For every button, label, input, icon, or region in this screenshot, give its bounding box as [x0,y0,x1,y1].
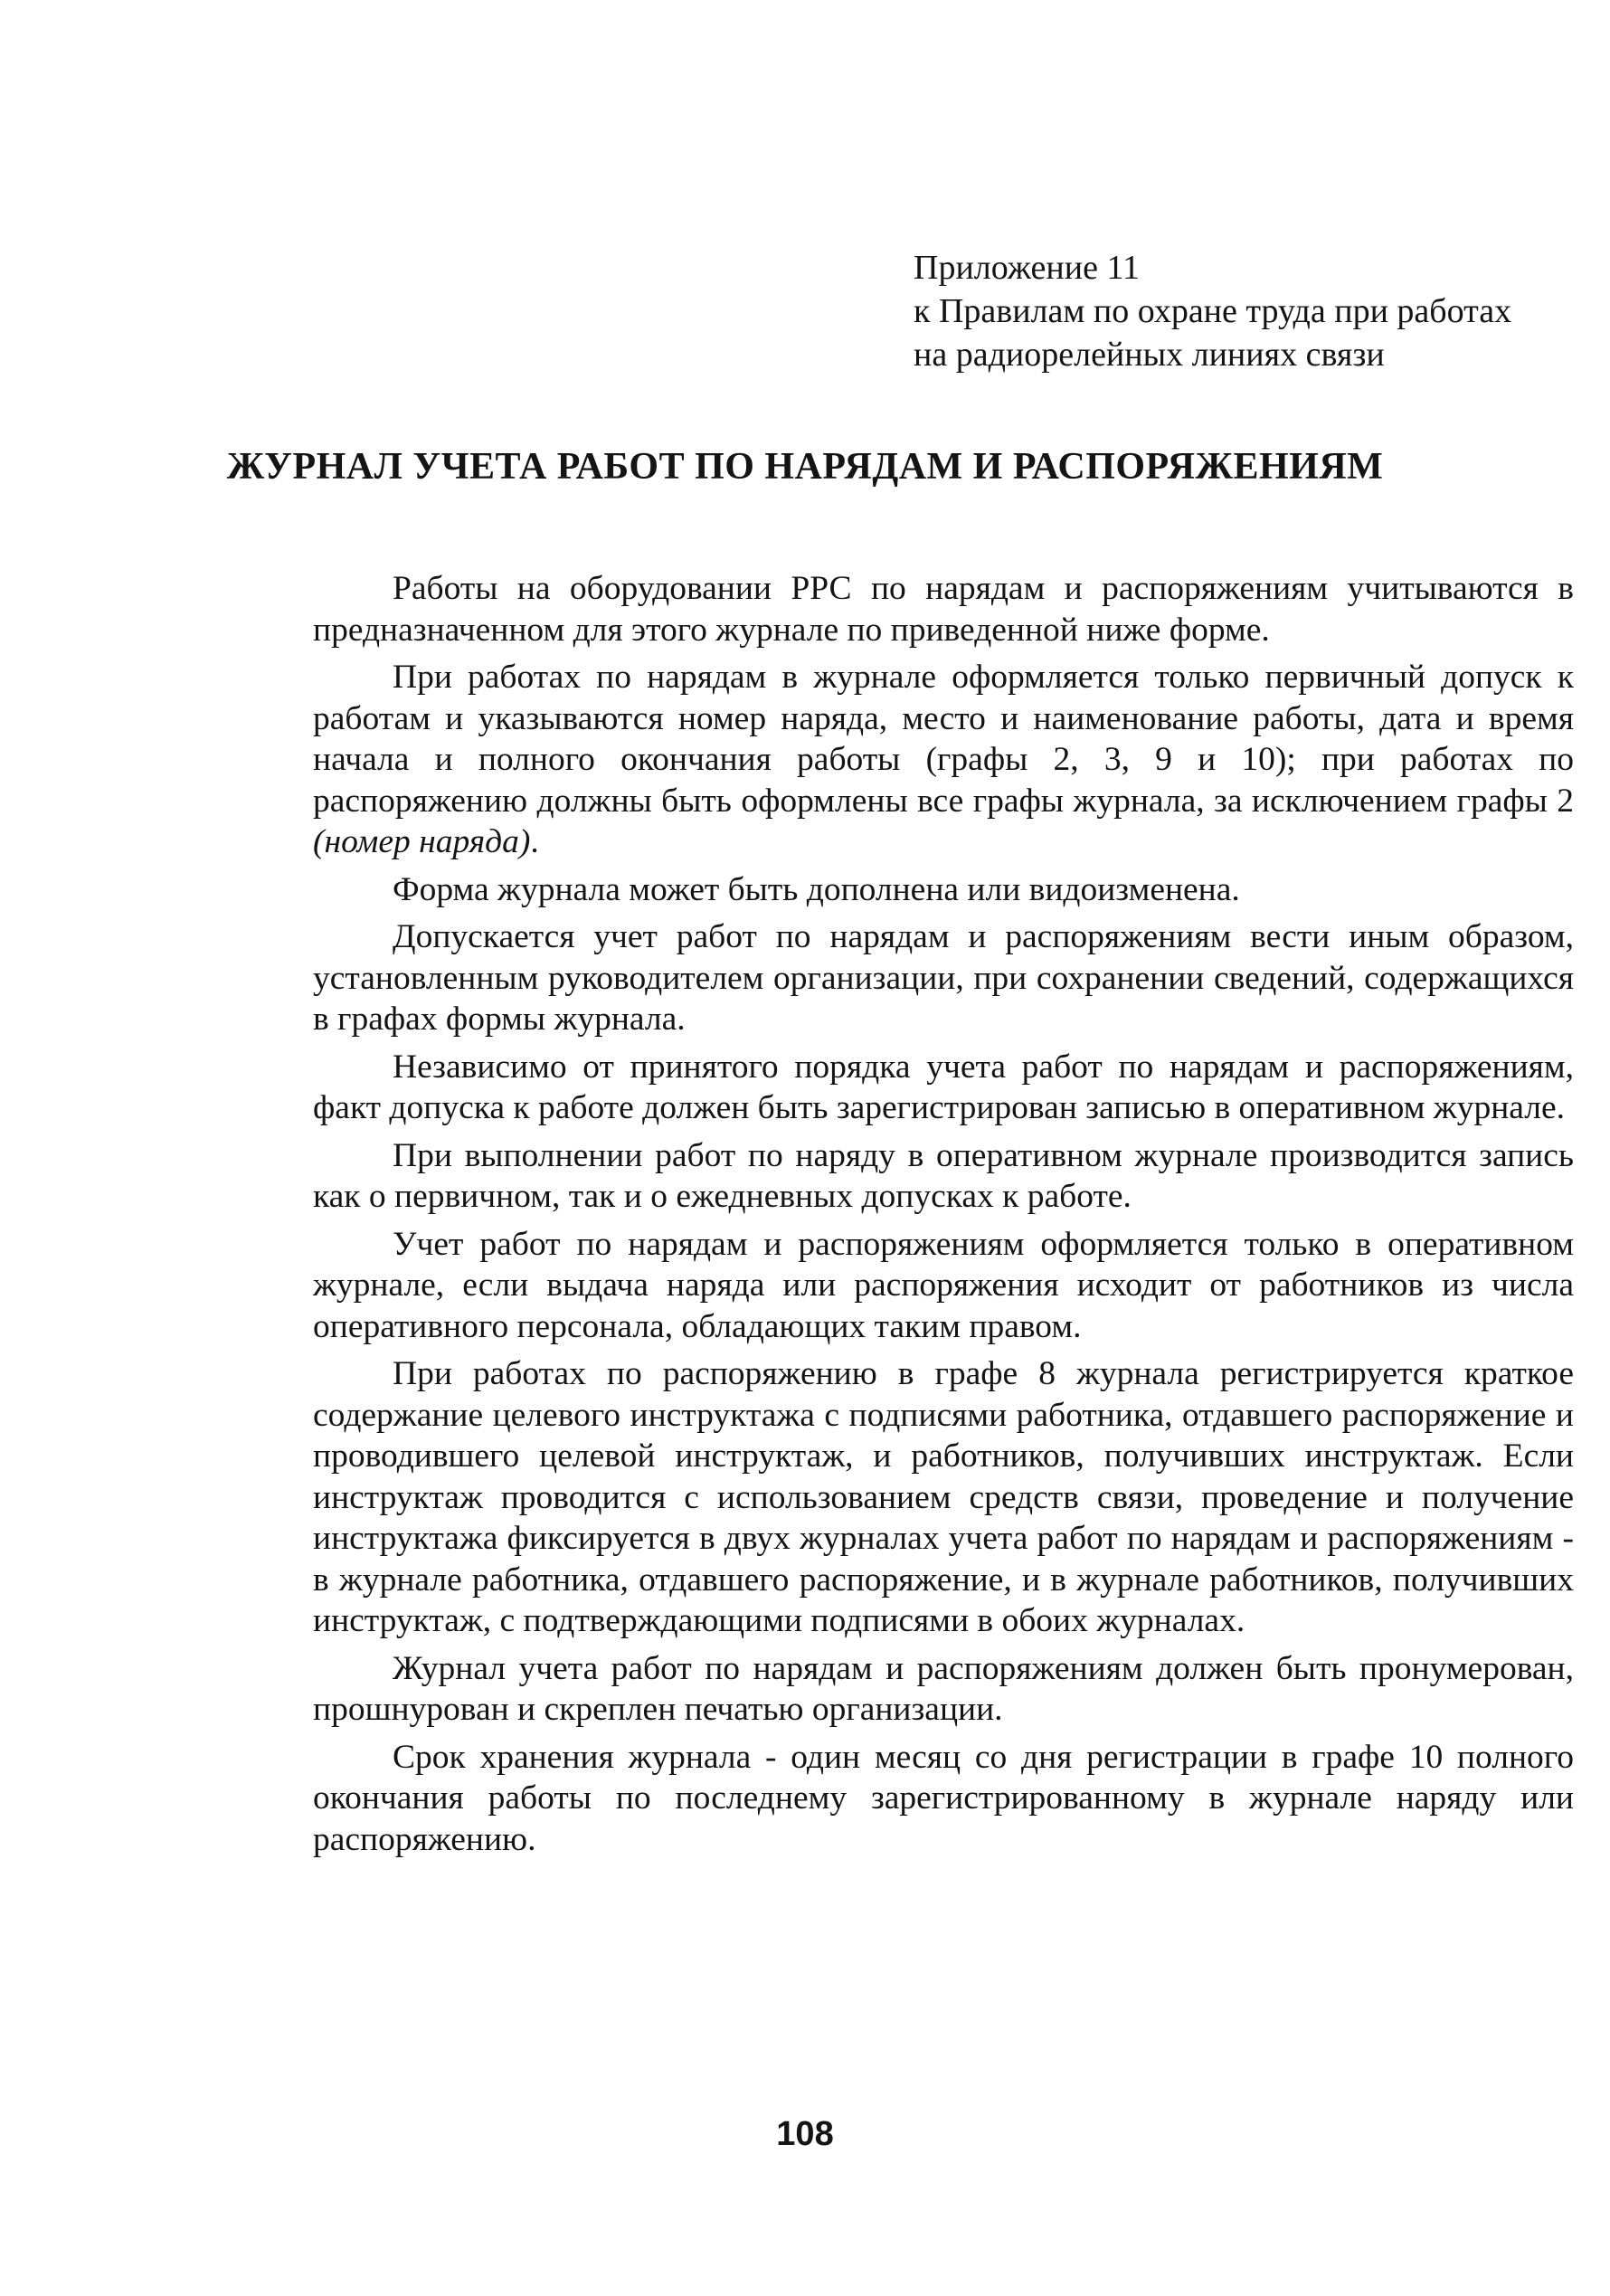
paragraph-2 [313,657,1574,863]
paragraph-2-text: При работах по нарядам в журнале оформляется только первичный допуск к работам и указываются номер наряда, место и наименование работы, дата и время начала и полного окончания работы (графы 2, 3, 9 и 10); при работах по распоряжению должны быть оформлены все графы журнала, за исключением графы 2 [313,659,1574,820]
page-number: 108 [776,2115,834,2153]
paragraph-3-text: Форма журнала может быть дополнена или видоизменена. [393,870,1240,908]
appendix-line-3: на радиорелейных линиях связи [914,336,1385,374]
paragraph-9 [313,1648,1574,1731]
appendix-line-1: Приложение 11 [914,249,1141,287]
paragraph-8-text: При работах по распоряжению в графе 8 журнала регистрируется краткое содержание целевого инструктажа с подписями работника, отдавшего распоряжение и проводившего целевой инструктаж, и работников, получивших инструктаж. Если инструктаж проводится с использованием средств связи, проведение и получение инструктажа фиксируется в двух журналах учета работ по нарядам и распоряжениям - в журнале работника, отдавшего распоряжение, и в журнале работников, получивших инструктаж, с подтверждающими подписями в обоих журналах. [313,1355,1574,1639]
paragraph-9-text: Журнал учета работ по нарядам и распоряжениям должен быть пронумерован, прошнурован и скреплен печатью организации. [313,1649,1574,1728]
paragraph-8 [313,1353,1574,1642]
appendix-header [914,246,1565,376]
paragraph-1 [313,568,1574,650]
page-title: ЖУРНАЛ УЧЕТА РАБОТ ПО НАРЯДАМ И РАСПОРЯЖЕНИЯМ [226,446,1384,488]
paragraph-10-text: Срок хранения журнала - один месяц со дня регистрации в графе 10 полного окончания работы по последнему зарегистрированному в журнале наряду или распоряжению. [313,1738,1574,1858]
paragraph-3 [313,869,1574,911]
paragraph-6 [313,1135,1574,1218]
paragraph-4-text: Допускается учет работ по нарядам и распоряжениям вести иным образом, установленным руководителем организации, при сохранении сведений, содержащихся в графах формы журнала. [313,918,1574,1038]
paragraph-10 [313,1737,1574,1861]
paragraph-2-tail: . [530,823,539,860]
paragraph-2-italic: (номер наряда) [313,823,531,860]
paragraph-5 [313,1047,1574,1129]
paragraph-5-text: Независимо от принятого порядка учета работ по нарядам и распоряжениям, факт допуска к работе должен быть зарегистрирован записью в оперативном журнале. [313,1048,1574,1126]
appendix-line-2: к Правилам по охране труда при работах [914,292,1512,330]
body-text [313,568,1574,1866]
paragraph-4 [313,916,1574,1040]
paragraph-7 [313,1224,1574,1348]
paragraph-7-text: Учет работ по нарядам и распоряжениям оформляется только в оперативном журнале, если выдача наряда или распоряжения исходит от работников из числа оперативного персонала, обладающих таким правом. [313,1225,1574,1345]
paragraph-1-text: Работы на оборудовании РРС по нарядам и распоряжениям учитываются в предназначенном для этого журнале по приведенной ниже форме. [313,570,1574,649]
paragraph-6-text: При выполнении работ по наряду в оперативном журнале производится запись как о первичном, так и о ежедневных допусках к работе. [313,1136,1574,1215]
